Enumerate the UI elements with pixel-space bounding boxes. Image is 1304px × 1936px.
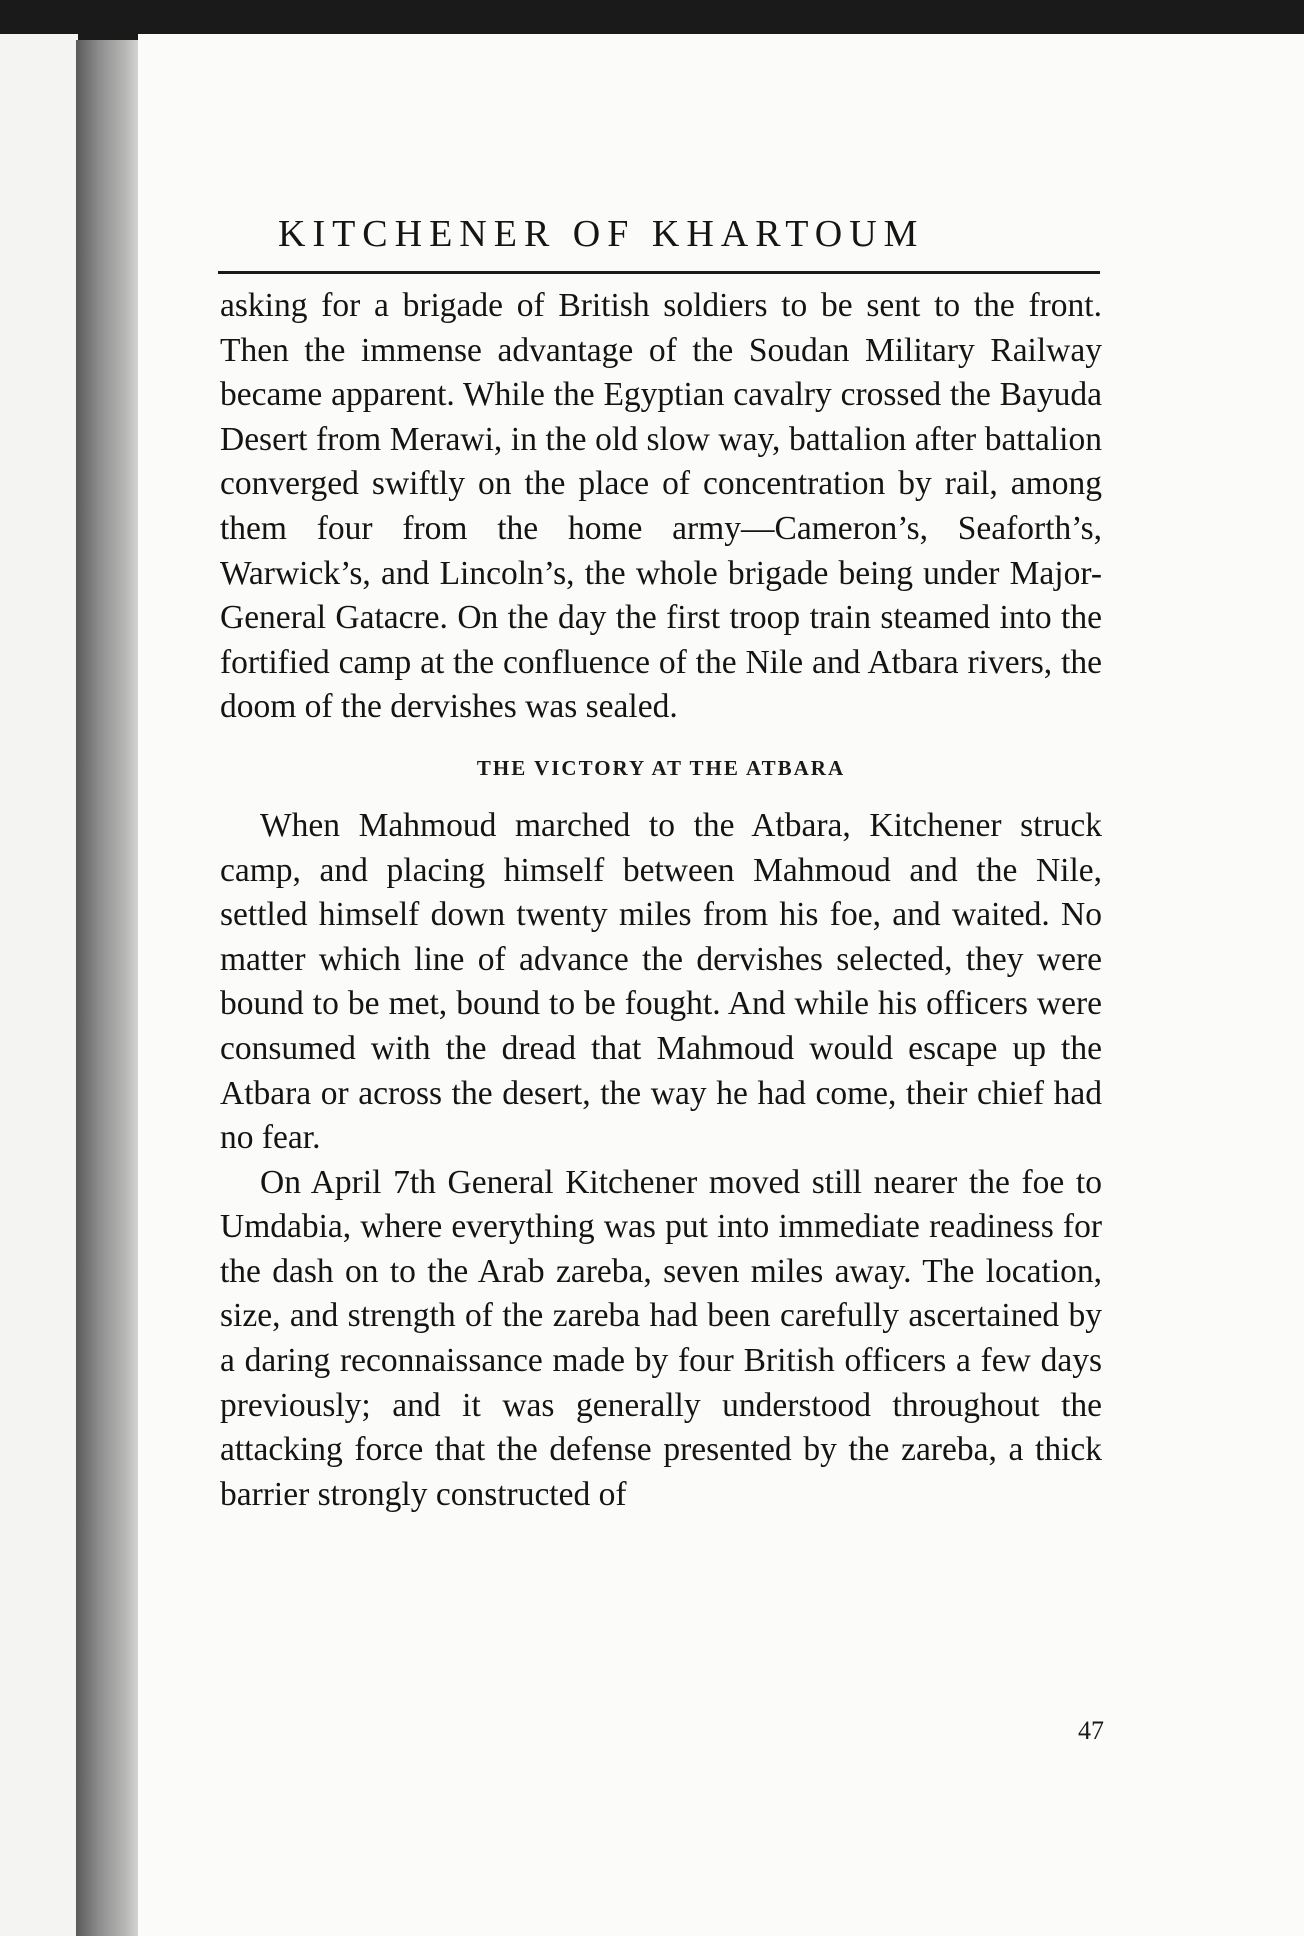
book-gutter-shadow bbox=[76, 40, 142, 1936]
section-heading: THE VICTORY AT THE ATBARA bbox=[476, 755, 846, 780]
body-text bbox=[220, 284, 1102, 1517]
paragraph: On April 7th General Kitchener moved still nearer the foe to Umdabia, where everything was put into immediate readiness for the dash on to the Arab zareba, seven miles away. The location, size, and strength of the zareba had been carefully ascertained by a daring reconnaissance made by four British officers a few days previously; and it was generally understood throughout the attacking force that the defense presented by the zareba, a thick barrier strongly constructed of bbox=[220, 1163, 1102, 1513]
header-rule bbox=[218, 271, 1100, 274]
paragraph: When Mahmoud marched to the Atbara, Kitchener struck camp, and placing himself between Mahmoud and the Nile, settled himself down twenty miles from his foe, and waited. No matter which line of advance the dervishes selected, they were bound to be met, bound to be fought. And while his officers were consumed with the dread that Mahmoud would escape up the Atbara or across the desert, the way he had come, their chief had no fear. bbox=[220, 806, 1102, 1157]
facing-page-edge bbox=[0, 34, 78, 1936]
paragraph-continued: asking for a brigade of British soldiers to be sent to the front. Then the immense advantage of the Soudan Military Railway became apparent. While the Egyptian cavalry crossed the Bayuda Desert from Merawi, in the old slow way, battalion after battalion converged swiftly on the place of concentration by rail, among them four from the home army—Cameron’s, Seaforth’s, Warwick’s, and Lincoln’s, the whole brigade being under Major-General Gatacre. On the day the first troop train steamed into the fortified camp at the confluence of the Nile and Atbara rivers, the doom of the dervishes was sealed. bbox=[220, 287, 1102, 726]
running-head: KITCHENER OF KHARTOUM bbox=[278, 213, 925, 255]
page-number: 47 bbox=[1078, 1716, 1104, 1745]
